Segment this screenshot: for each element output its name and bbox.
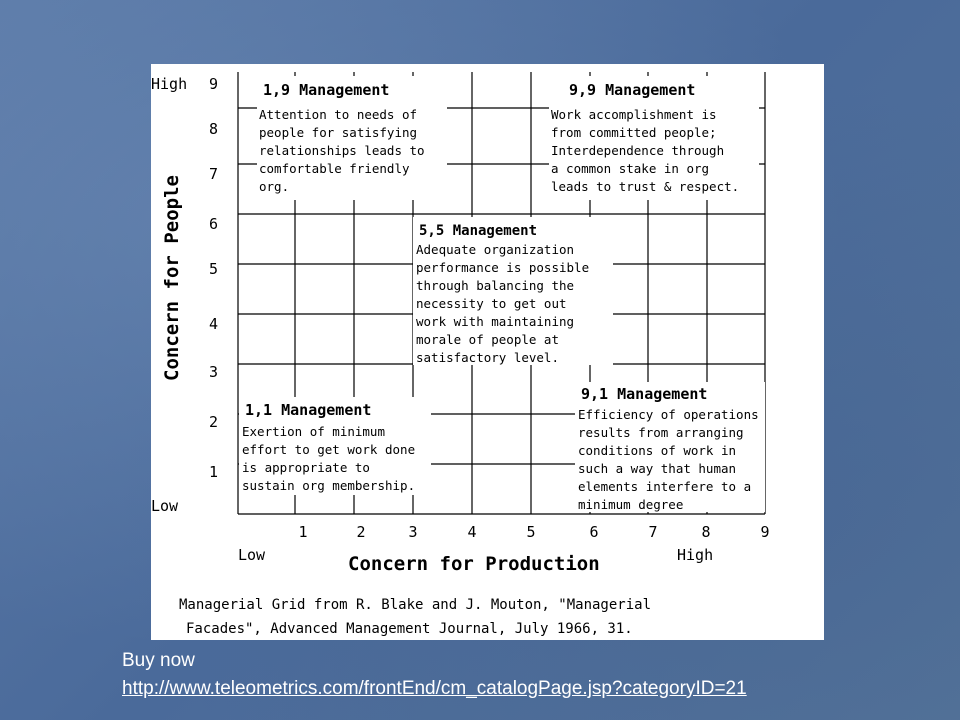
x-tick: 5 (526, 523, 536, 541)
y-tick: 1 (209, 463, 219, 481)
box-line: Efficiency of operations (578, 407, 759, 422)
x-axis-title: Concern for Production (348, 553, 600, 575)
box-title: 1,1 Management (245, 401, 372, 419)
box-line: minimum degree (578, 497, 684, 512)
y-low-label: Low (151, 497, 179, 515)
box-line: from committed people; (551, 125, 717, 140)
caption-line: Managerial Grid from R. Blake and J. Mouton, "Managerial (179, 597, 652, 613)
x-tick: 2 (356, 523, 366, 541)
y-tick: 4 (209, 315, 219, 333)
y-tick: 3 (209, 363, 219, 381)
x-tick: 8 (701, 523, 711, 541)
box-line: work with maintaining (416, 314, 575, 329)
y-tick: 6 (209, 215, 219, 233)
catalog-link[interactable]: http://www.teleometrics.com/frontEnd/cm_catalogPage.jsp?categoryID=21 (122, 678, 747, 699)
x-tick: 4 (467, 523, 477, 541)
caption-line: Facades", Advanced Management Journal, July 1966, 31. (186, 621, 633, 637)
y-high-label: High (151, 75, 188, 93)
box-line: necessity to get out (416, 296, 567, 311)
box-line: effort to get work done (242, 442, 416, 457)
box-line: satisfactory level. (416, 350, 559, 365)
box-line: org. (259, 179, 290, 194)
box-title: 1,9 Management (263, 81, 390, 99)
box-line: performance is possible (416, 260, 590, 275)
box-line: conditions of work in (578, 443, 737, 458)
box-line: results from arranging (578, 425, 744, 440)
managerial-grid-diagram (151, 64, 824, 640)
buy-now-label: Buy now (122, 650, 195, 671)
y-tick: 9 (209, 75, 219, 93)
x-tick: 9 (760, 523, 770, 541)
box-line: through balancing the (416, 278, 575, 293)
box-title: 9,9 Management (569, 81, 696, 99)
box-line: elements interfere to a (578, 479, 752, 494)
y-axis-title: Concern for People (161, 175, 183, 381)
x-high-label: High (677, 546, 714, 564)
box-line: such a way that human (578, 461, 737, 476)
box-line: people for satisfying (259, 125, 418, 140)
x-tick: 6 (589, 523, 599, 541)
y-tick: 7 (209, 165, 219, 183)
box-line: comfortable friendly (259, 161, 410, 176)
y-tick-labels (209, 75, 218, 481)
y-tick: 2 (209, 413, 219, 431)
box-line: sustain org membership. (242, 478, 416, 493)
box-line: a common stake in org (551, 161, 710, 176)
managerial-grid-image (151, 64, 824, 640)
y-tick: 8 (209, 120, 219, 138)
box-title: 9,1 Management (581, 385, 708, 403)
y-tick: 5 (209, 260, 219, 278)
x-tick: 1 (298, 523, 308, 541)
x-low-label: Low (238, 546, 266, 564)
box-line: Attention to needs of (259, 107, 418, 122)
box-line: Adequate organization (416, 242, 575, 257)
box-line: leads to trust & respect. (551, 179, 740, 194)
box-line: is appropriate to (242, 460, 370, 475)
box-line: morale of people at (416, 332, 559, 347)
x-tick: 3 (408, 523, 418, 541)
x-tick-labels (298, 523, 769, 541)
box-title: 5,5 Management (419, 223, 538, 239)
box-line: Work accomplishment is (551, 107, 717, 122)
box-line: Exertion of minimum (242, 424, 385, 439)
caption (179, 597, 651, 637)
box-line: Interdependence through (551, 143, 725, 158)
box-line: relationships leads to (259, 143, 425, 158)
x-tick: 7 (648, 523, 658, 541)
